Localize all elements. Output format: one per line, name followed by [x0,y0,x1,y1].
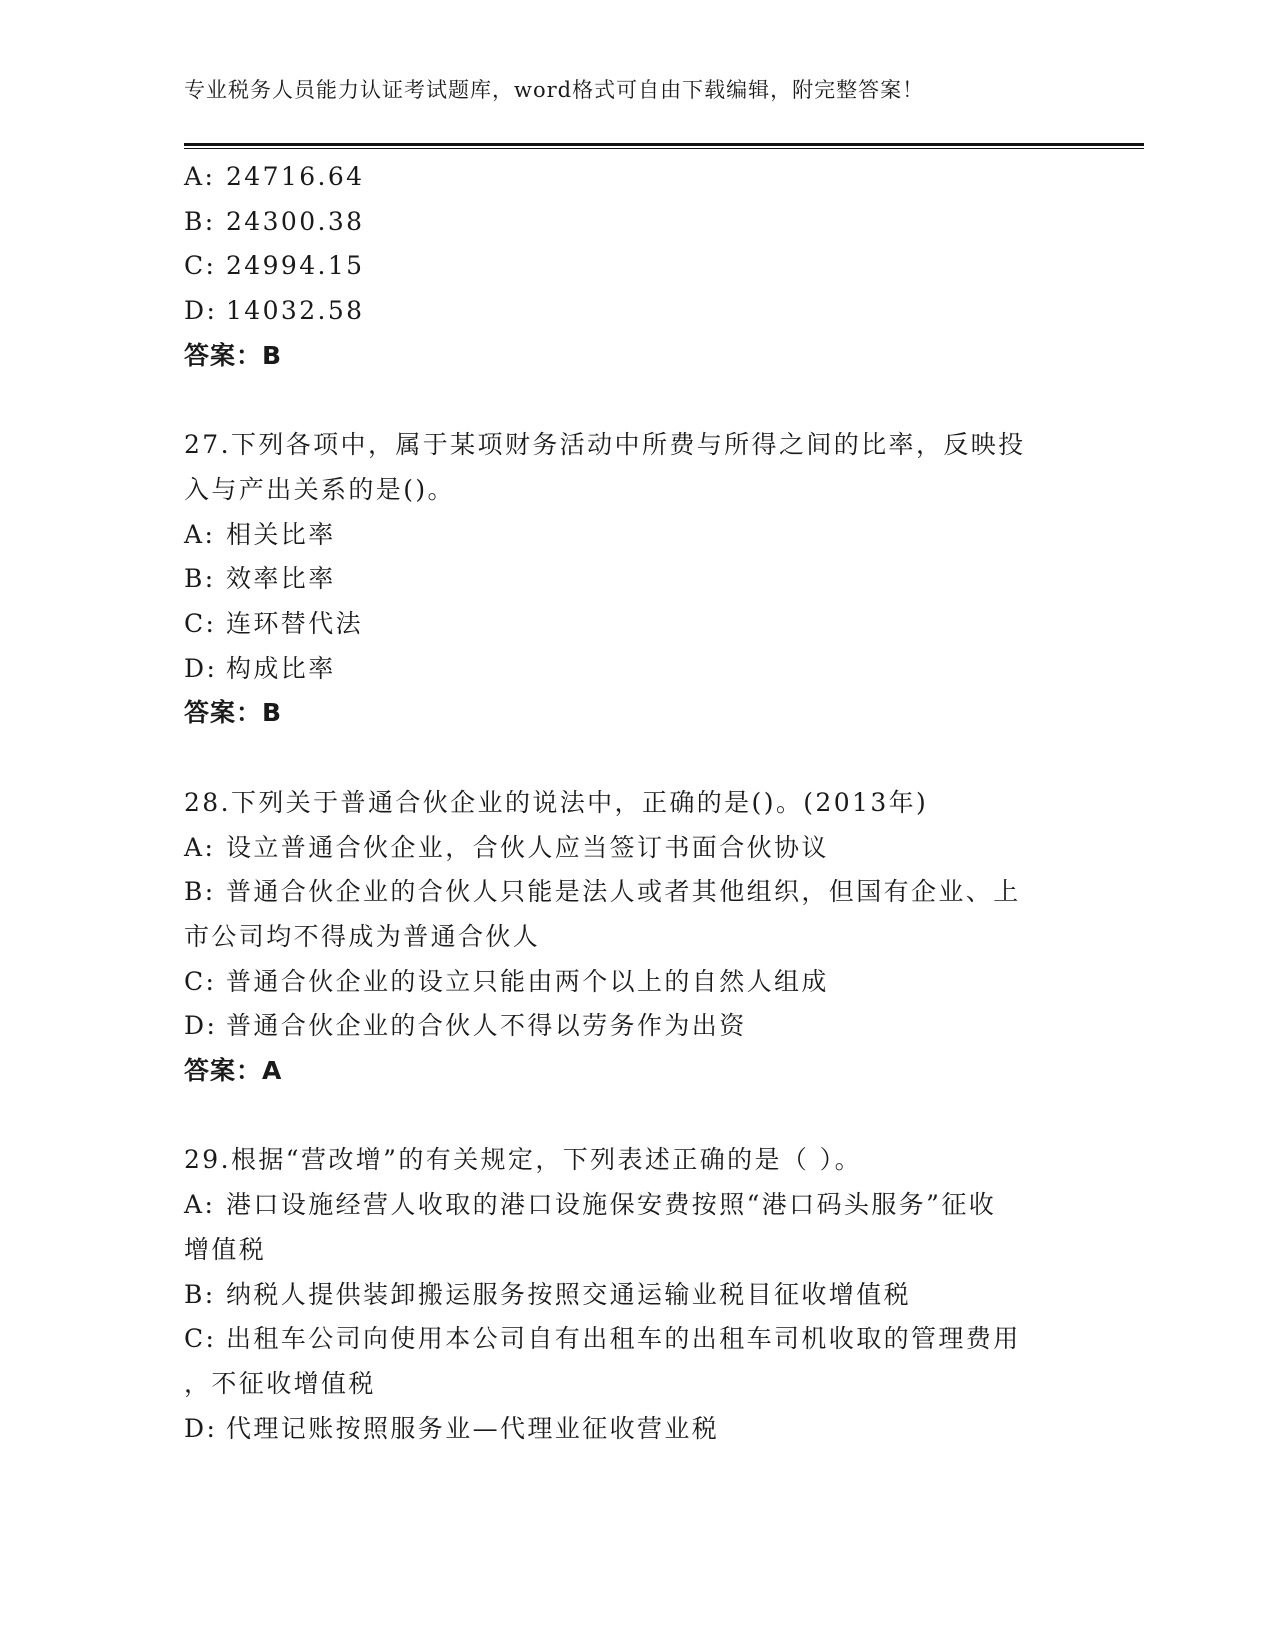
option-key: B: [184,1279,216,1309]
option-b [184,1273,1064,1318]
option-a [184,1183,1064,1228]
option-d [184,1407,1064,1452]
option-key: D: [184,296,218,326]
spacer [184,736,1064,781]
option-d [184,289,1064,334]
option-key: A: [184,1190,216,1220]
question-stem: 29.根据“营改增”的有关规定，下列表述正确的是（ ）。 [184,1145,862,1175]
option-text: 连环替代法 [226,609,364,639]
option-key: D: [184,653,218,683]
option-d [184,647,1064,692]
answer-line: 答案：B [184,340,283,370]
option-a [184,826,1064,871]
option-b [184,557,1064,602]
question-stem: 27.下列各项中，属于某项财务活动中所费与所得之间的比率，反映投 [184,430,1026,460]
option-text: 14032.58 [226,296,365,326]
option-key: C: [184,609,217,639]
option-c [184,244,1064,289]
option-b [184,870,1064,915]
option-key: A: [184,832,216,862]
option-a [184,513,1064,558]
option-text: 出租车公司向使用本公司自有出租车的出租车司机收取的管理费用 [226,1324,1021,1354]
option-c-continued: ，不征收增值税 [184,1368,376,1398]
question-stem-continued: 入与产出关系的是()。 [184,474,455,504]
option-c [184,602,1064,647]
option-key: A: [184,519,216,549]
option-key: D: [184,1011,218,1041]
option-key: B: [184,206,216,236]
option-key: D: [184,1413,218,1443]
option-text: 代理记账按照服务业—代理业征收营业税 [226,1413,720,1443]
header-divider [184,143,1144,149]
page-header: 专业税务人员能力认证考试题库，word格式可自由下载编辑，附完整答案！ [184,78,925,102]
option-text: 普通合伙企业的设立只能由两个以上的自然人组成 [226,966,829,996]
option-text: 构成比率 [226,653,336,683]
spacer [184,1094,1064,1139]
option-key: B: [184,564,216,594]
option-d [184,1004,1064,1049]
spacer [184,379,1064,424]
option-b [184,200,1064,245]
option-text: 设立普通合伙企业，合伙人应当签订书面合伙协议 [226,832,829,862]
option-text: 24994.15 [226,251,365,281]
option-c [184,960,1064,1005]
option-text: 港口设施经营人收取的港口设施保安费按照“港口码头服务”征收 [226,1190,997,1220]
option-text: 纳税人提供装卸搬运服务按照交通运输业税目征收增值税 [226,1279,912,1309]
answer-line: 答案：B [184,698,283,728]
option-a [184,155,1064,200]
option-key: C: [184,966,217,996]
option-text: 效率比率 [226,564,336,594]
option-c [184,1317,1064,1362]
option-text: 24300.38 [226,206,365,236]
option-text: 普通合伙企业的合伙人不得以劳务作为出资 [226,1011,747,1041]
option-text: 普通合伙企业的合伙人只能是法人或者其他组织，但国有企业、上 [226,877,1021,907]
option-key: A: [184,162,216,191]
option-key: C: [184,1324,217,1354]
option-text: 24716.64 [226,162,365,191]
option-key: B: [184,877,216,907]
question-content [184,155,1064,1451]
option-b-continued: 市公司均不得成为普通合伙人 [184,921,541,951]
option-a-continued: 增值税 [184,1234,267,1264]
option-key: C: [184,251,217,281]
answer-line: 答案：A [184,1056,283,1086]
question-stem: 28.下列关于普通合伙企业的说法中，正确的是()。(2013年) [184,787,929,817]
option-text: 相关比率 [226,519,336,549]
